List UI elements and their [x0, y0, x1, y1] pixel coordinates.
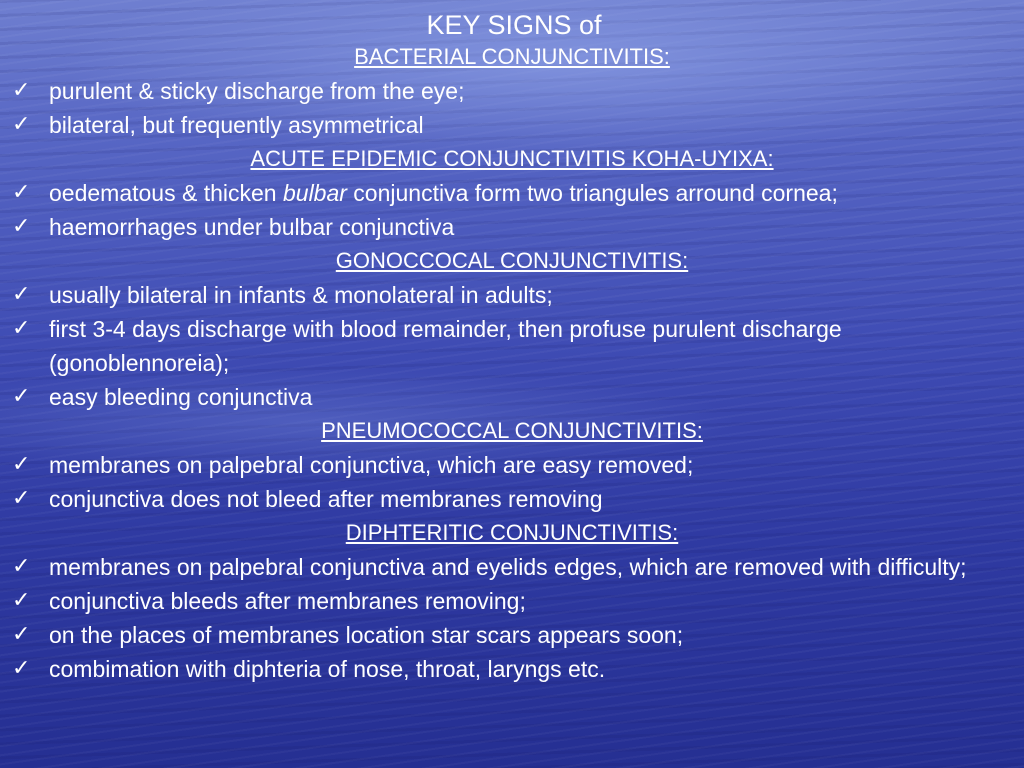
section-heading-pneumococcal: PNEUMOCOCCAL CONJUNCTIVITIS: [321, 418, 703, 443]
slide-title: KEY SIGNS of [426, 10, 602, 40]
checkmark-icon: ✓ [12, 384, 31, 409]
list-item-text: combimation with diphteria of nose, throat, laryngs etc. [49, 656, 606, 682]
list-item-text: purulent & sticky discharge from the eye; [49, 78, 465, 104]
list-item-text: haemorrhages under bulbar conjunctiva [49, 214, 455, 240]
list-item [0, 550, 1024, 584]
list-item [0, 380, 1024, 414]
checkmark-icon: ✓ [12, 78, 31, 103]
list-item [0, 448, 1024, 482]
list-item-text-part: oedematous & thicken [49, 180, 283, 206]
list-item [0, 312, 1024, 380]
checkmark-icon: ✓ [12, 112, 31, 137]
list-item-text: easy bleeding conjunctiva [49, 384, 313, 410]
list-item [0, 210, 1024, 244]
list-item [0, 584, 1024, 618]
checkmark-icon: ✓ [12, 486, 31, 511]
checkmark-icon: ✓ [12, 316, 31, 341]
list-item-text: bilateral, but frequently asymmetrical [49, 112, 424, 138]
checkmark-icon: ✓ [12, 588, 31, 613]
list-item [0, 618, 1024, 652]
list-item [0, 108, 1024, 142]
list-item [0, 482, 1024, 516]
section-heading-diphteritic: DIPHTERITIC CONJUNCTIVITIS: [345, 520, 679, 545]
list-item [0, 652, 1024, 686]
list-item-text: on the places of membranes location star scars appears soon; [49, 622, 684, 648]
italic-term: bulbar [282, 180, 347, 206]
list-item-text: conjunctiva bleeds after membranes removing; [49, 588, 526, 614]
list-item-text: conjunctiva does not bleed after membranes removing [49, 486, 603, 512]
section-heading-gonococcal: GONOCCOCAL CONJUNCTIVITIS: [335, 248, 689, 273]
checkmark-icon: ✓ [12, 656, 31, 681]
checkmark-icon: ✓ [12, 214, 31, 239]
checkmark-icon: ✓ [12, 180, 31, 205]
section-heading-bacterial: BACTERIAL CONJUNCTIVITIS: [354, 44, 670, 69]
list-item-text: membranes on palpebral conjunctiva, which are easy removed; [49, 452, 694, 478]
list-item-text: first 3-4 days discharge with blood remainder, then profuse purulent discharge (gonoblennoreia); [49, 316, 842, 376]
section-heading-acute-epidemic: ACUTE EPIDEMIC CONJUNCTIVITIS KOHA-UYIXA: [250, 146, 774, 171]
checkmark-icon: ✓ [12, 282, 31, 307]
list-item-text-part: conjunctiva form two triangules arround cornea; [346, 180, 838, 206]
list-item [0, 74, 1024, 108]
list-item-text: usually bilateral in infants & monolateral in adults; [49, 282, 553, 308]
list-item [0, 176, 1024, 210]
list-item-text [49, 180, 838, 206]
checkmark-icon: ✓ [12, 452, 31, 477]
list-item-text: membranes on palpebral conjunctiva and eyelids edges, which are removed with difficulty; [49, 554, 967, 580]
list-item [0, 278, 1024, 312]
checkmark-icon: ✓ [12, 554, 31, 579]
checkmark-icon: ✓ [12, 622, 31, 647]
